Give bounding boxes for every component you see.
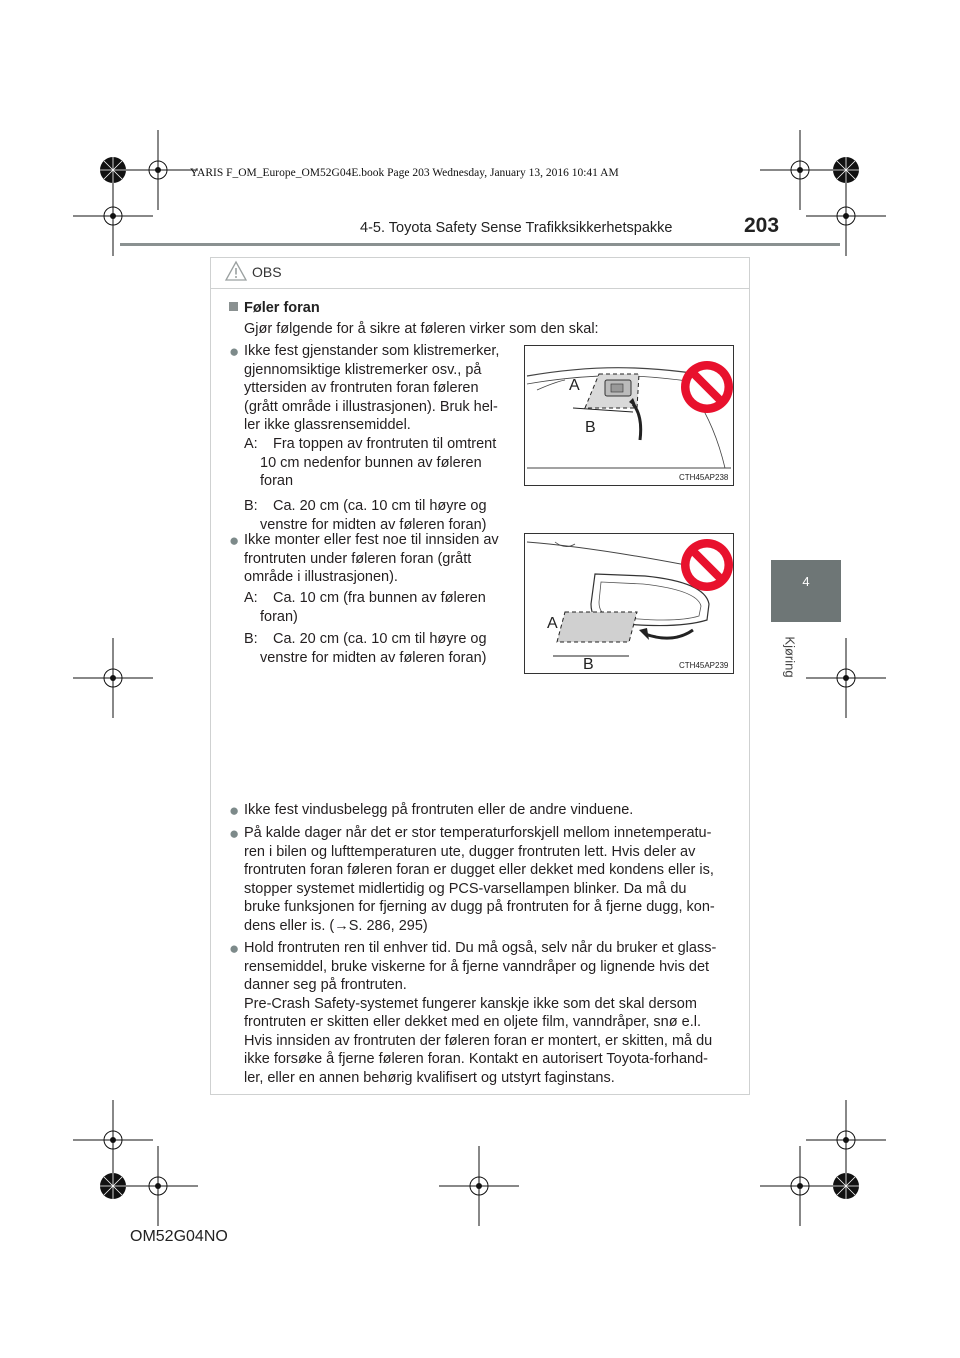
- doc-code: OM52G04NO: [130, 1228, 228, 1245]
- bullet-dot-icon: ●: [229, 342, 240, 361]
- line: dens eller is. (→S. 286, 295): [244, 917, 428, 934]
- line: Ikke fest gjenstander som klistremerker,: [244, 343, 500, 359]
- line: frontruten foran føleren foran er dugget eller dekket med kondens eller is,: [244, 862, 714, 878]
- line: ren i bilen og lufttemperaturen ute, dugger frontruten lett. Hvis deler av: [244, 843, 696, 860]
- line: foran): [260, 608, 298, 625]
- bullet-dot-icon: ●: [229, 531, 240, 550]
- bullet3-text: Ikke fest vindusbelegg på frontruten eller de andre vinduene.: [244, 802, 634, 818]
- section-title-text: Føler foran: [244, 300, 320, 316]
- chapter-number: 4: [802, 574, 810, 589]
- line: Ca. 10 cm (fra bunnen av føleren: [273, 590, 486, 606]
- line: Ca. 20 cm (ca. 10 cm til høyre og: [273, 498, 487, 514]
- bullet1-b-label: B:: [244, 498, 258, 514]
- line: Pre-Crash Safety-systemet fungerer kanskje ikke som det skal dersom: [244, 995, 697, 1012]
- line: bruke funksjonen for fjerning av dugg på frontruten for å fjerne dugg, kon-: [244, 899, 715, 915]
- line: rensemiddel, bruke viskerne for å fjerne vanndråper og lignende hvis det: [244, 958, 710, 975]
- line: venstre for midten av føleren foran): [260, 649, 487, 666]
- line: Hvis innsiden av frontruten der føleren foran er montert, er skitten, må du: [244, 1032, 713, 1049]
- fig2-code: CTH45AP239: [679, 661, 729, 670]
- line: foran: [260, 473, 294, 489]
- chapter-label-text: Kjøring: [782, 636, 798, 678]
- notice-label: OBS: [252, 264, 282, 280]
- section-header: 4-5. Toyota Safety Sense Trafikksikkerhetspakke: [360, 220, 673, 236]
- bullet1-a-label: A:: [244, 436, 258, 452]
- bullet-dot-icon: ●: [229, 824, 240, 843]
- line: danner seg på frontruten.: [244, 977, 407, 993]
- fig1-label-a: A: [569, 377, 580, 394]
- bullet2-b-label: B:: [244, 631, 258, 647]
- line: Ikke monter eller fest noe til innsiden av: [244, 532, 499, 548]
- line: På kalde dager når det er stor temperaturforskjell mellom innetemperatu-: [244, 825, 712, 841]
- line: ikke forsøke å fjerne føleren foran. Kontakt en autorisert Toyota-forhand-: [244, 1051, 708, 1067]
- line: Fra toppen av frontruten til omtrent: [273, 436, 497, 452]
- line: yttersiden av frontruten foran føleren: [244, 380, 479, 396]
- bullet-dot-icon: ●: [229, 801, 240, 820]
- fig2-label-b: B: [583, 656, 594, 673]
- line: stopper systemet midlertidig og PCS-varsellampen blinker. Da må du: [244, 880, 687, 897]
- fig1-code: CTH45AP238: [679, 473, 729, 482]
- line: frontruten under føleren foran (grått: [244, 550, 472, 567]
- bullet-dot-icon: ●: [229, 939, 240, 958]
- line: ler, eller en annen behørig kvalifisert og utstyrt faginstans.: [244, 1069, 615, 1086]
- line: område i illustrasjonen).: [244, 569, 398, 585]
- fig2-label-a: A: [547, 615, 558, 632]
- book-info: YARIS F_OM_Europe_OM52G04E.book Page 203 Wednesday, January 13, 2016 10:41 AM: [190, 167, 619, 179]
- page-number: 203: [744, 214, 780, 237]
- line: gjennomsiktige klistremerker osv., på: [244, 361, 482, 378]
- bullet2-a-label: A:: [244, 590, 258, 606]
- line: frontruten er skitten eller dekket med en oljete film, vanndråper, snø e.l.: [244, 1014, 701, 1030]
- line: Hold frontruten ren til enhver tid. Du må også, selv når du bruker et glass-: [244, 940, 717, 956]
- intro-text: Gjør følgende for å sikre at føleren virker som den skal:: [244, 321, 599, 337]
- line: venstre for midten av føleren foran): [260, 516, 487, 533]
- fig1-label-b: B: [585, 419, 596, 436]
- line: 10 cm nedenfor bunnen av føleren: [260, 454, 482, 471]
- line: (grått område i illustrasjonen). Bruk hel-: [244, 398, 498, 415]
- line: ler ikke glassrensemiddel.: [244, 417, 411, 433]
- line: Ca. 20 cm (ca. 10 cm til høyre og: [273, 631, 487, 647]
